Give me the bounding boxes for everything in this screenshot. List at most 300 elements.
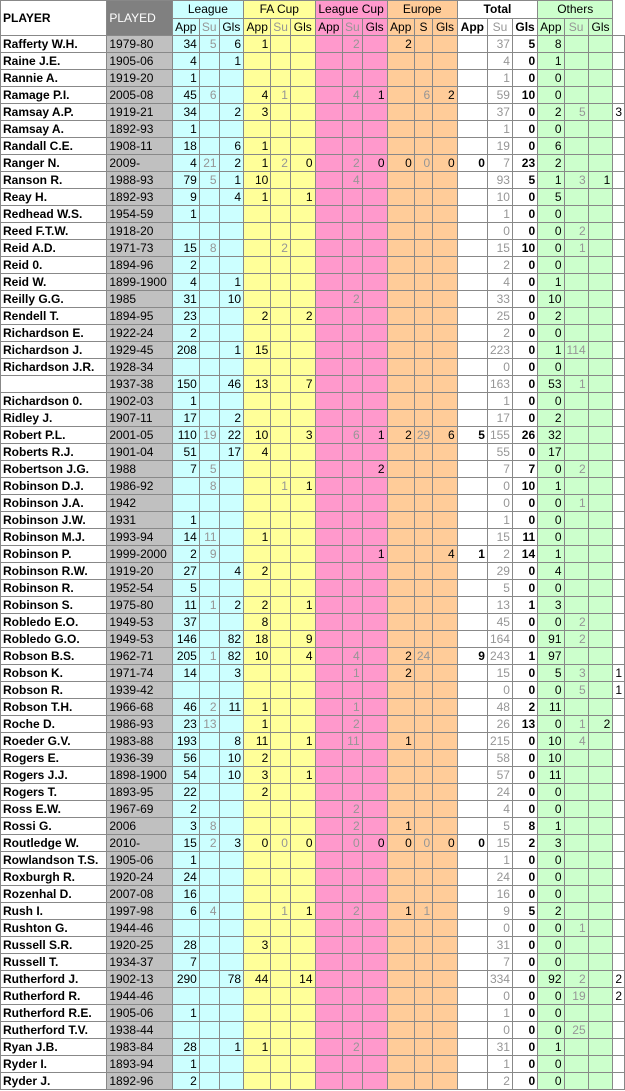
fa-su: 1 (271, 87, 291, 104)
fa-app: 1 (244, 1039, 271, 1056)
fa-gls (290, 121, 315, 138)
others-app: 10 (538, 733, 564, 750)
lc-app (315, 223, 342, 240)
total-gls: 0 (512, 1073, 537, 1090)
league-app: 1 (172, 206, 199, 223)
table-row (1, 597, 625, 614)
eu-s (414, 954, 432, 971)
league-gls (219, 1022, 244, 1039)
total-app (457, 393, 487, 410)
fa-su (271, 988, 291, 1005)
fa-gls (290, 529, 315, 546)
undefined (613, 70, 625, 87)
table-row (1, 529, 625, 546)
lc-gls (362, 580, 387, 597)
eu-s: 0 (414, 155, 432, 172)
others-su (564, 529, 588, 546)
fa-su (271, 529, 291, 546)
eu-s (414, 597, 432, 614)
lc-gls (362, 597, 387, 614)
league-gls (219, 852, 244, 869)
total-gls: 0 (512, 767, 537, 784)
league-app: 2 (172, 325, 199, 342)
fa-gls (290, 53, 315, 70)
eu-app (387, 869, 414, 886)
fa-su (271, 274, 291, 291)
eu-app (387, 699, 414, 716)
eu-gls (433, 121, 458, 138)
lc-app (315, 189, 342, 206)
eu-app (387, 886, 414, 903)
total-app (457, 971, 487, 988)
league-app (172, 988, 199, 1005)
others-su (564, 393, 588, 410)
others-gls (588, 1056, 613, 1073)
others-app: 0 (538, 852, 564, 869)
total-app (457, 580, 487, 597)
lc-app (315, 461, 342, 478)
undefined (613, 410, 625, 427)
fa-app (244, 1022, 271, 1039)
eu-gls (433, 444, 458, 461)
league-su (199, 869, 219, 886)
played-years: 1892-96 (107, 1073, 172, 1090)
eu-app (387, 53, 414, 70)
undefined (613, 36, 625, 53)
league-app: 79 (172, 172, 199, 189)
undefined (613, 512, 625, 529)
total-su: 15 (487, 665, 512, 682)
others-su (564, 206, 588, 223)
fa-gls (290, 784, 315, 801)
lc-gls (362, 563, 387, 580)
league-su (199, 206, 219, 223)
total-gls: 0 (512, 274, 537, 291)
eu-app (387, 546, 414, 563)
lc-app (315, 699, 342, 716)
league-gls (219, 223, 244, 240)
total-su: 0 (487, 682, 512, 699)
lc-su (342, 189, 362, 206)
total-su: 7 (487, 461, 512, 478)
eu-app (387, 767, 414, 784)
player-name: Ramsay A.P. (1, 104, 107, 121)
player-name: Ridley J. (1, 410, 107, 427)
total-su: 1 (487, 1056, 512, 1073)
others-app: 17 (538, 444, 564, 461)
others-su (564, 1056, 588, 1073)
played-years: 1942 (107, 495, 172, 512)
total-su: 2 (487, 546, 512, 563)
table-row (1, 886, 625, 903)
lc-gls (362, 240, 387, 257)
league-su (199, 444, 219, 461)
lc-su (342, 580, 362, 597)
undefined (613, 716, 625, 733)
lc-app (315, 393, 342, 410)
total-su: 15 (487, 240, 512, 257)
lc-su: 2 (342, 818, 362, 835)
total-gls: 2 (512, 835, 537, 852)
eu-gls (433, 342, 458, 359)
total-gls: 0 (512, 206, 537, 223)
others-su (564, 410, 588, 427)
eu-gls (433, 1073, 458, 1090)
league-su (199, 393, 219, 410)
total-app: 9 (457, 648, 487, 665)
fa-su (271, 733, 291, 750)
lc-app (315, 563, 342, 580)
played-years: 1894-95 (107, 308, 172, 325)
others-gls (588, 801, 613, 818)
total-app (457, 257, 487, 274)
table-row (1, 1039, 625, 1056)
league-gls: 2 (219, 410, 244, 427)
others-gls (588, 563, 613, 580)
fa-su: 0 (271, 835, 291, 852)
played-years: 2005-08 (107, 87, 172, 104)
league-su (199, 512, 219, 529)
fa-gls (290, 563, 315, 580)
total-app (457, 563, 487, 580)
undefined (613, 325, 625, 342)
lc-gls (362, 223, 387, 240)
total-app (457, 937, 487, 954)
others-app: 0 (538, 461, 564, 478)
eu-s (414, 206, 432, 223)
total-app (457, 291, 487, 308)
others-su: 3 (564, 665, 588, 682)
eu-s (414, 461, 432, 478)
others-su: 4 (564, 733, 588, 750)
lc-app (315, 172, 342, 189)
total-app (457, 1039, 487, 1056)
played-years: 1986-92 (107, 478, 172, 495)
others-su (564, 444, 588, 461)
fa-su (271, 461, 291, 478)
others-gls (588, 546, 613, 563)
eu-app (387, 614, 414, 631)
lc-su: 2 (342, 291, 362, 308)
undefined (613, 1005, 625, 1022)
table-row (1, 648, 625, 665)
fa-gls (290, 699, 315, 716)
fa-gls (290, 1073, 315, 1090)
undefined: 1 (613, 665, 625, 682)
eu-app (387, 308, 414, 325)
league-su (199, 665, 219, 682)
eu-app (387, 597, 414, 614)
lc-gls (362, 478, 387, 495)
league-su (199, 308, 219, 325)
eu-app (387, 529, 414, 546)
lc-gls (362, 733, 387, 750)
total-su: 45 (487, 614, 512, 631)
lc-su (342, 257, 362, 274)
others-app: 1 (538, 53, 564, 70)
lc-su: 2 (342, 155, 362, 172)
total-gls: 0 (512, 1022, 537, 1039)
table-row (1, 53, 625, 70)
total-su: 1 (487, 121, 512, 138)
others-su (564, 818, 588, 835)
lc-gls: 0 (362, 155, 387, 172)
others-app: 11 (538, 699, 564, 716)
total-su: 215 (487, 733, 512, 750)
lc-gls (362, 529, 387, 546)
lc-app (315, 257, 342, 274)
others-gls (588, 257, 613, 274)
eu-gls (433, 1039, 458, 1056)
fa-app (244, 1005, 271, 1022)
lc-app (315, 36, 342, 53)
lc-app (315, 580, 342, 597)
others-app: 1 (538, 818, 564, 835)
undefined (613, 427, 625, 444)
table-row (1, 801, 625, 818)
subheader-eu-gls: Gls (433, 18, 458, 36)
table-row (1, 869, 625, 886)
eu-gls: 6 (433, 427, 458, 444)
lc-app (315, 801, 342, 818)
total-gls: 5 (512, 36, 537, 53)
played-years: 1929-45 (107, 342, 172, 359)
lc-su: 4 (342, 648, 362, 665)
undefined (613, 342, 625, 359)
others-su (564, 291, 588, 308)
eu-gls (433, 954, 458, 971)
others-gls (588, 614, 613, 631)
lc-su: 1 (342, 699, 362, 716)
undefined (613, 172, 625, 189)
table-row (1, 1056, 625, 1073)
table-row (1, 1005, 625, 1022)
lc-app (315, 716, 342, 733)
player-name: Routledge W. (1, 835, 107, 852)
eu-s (414, 920, 432, 937)
others-app: 6 (538, 138, 564, 155)
fa-gls (290, 223, 315, 240)
eu-app: 0 (387, 155, 414, 172)
lc-su (342, 920, 362, 937)
table-row (1, 240, 625, 257)
total-su: 4 (487, 801, 512, 818)
table-row (1, 699, 625, 716)
eu-s (414, 529, 432, 546)
fa-app: 3 (244, 767, 271, 784)
played-years: 1920-24 (107, 869, 172, 886)
total-app (457, 121, 487, 138)
lc-gls (362, 801, 387, 818)
fa-su (271, 138, 291, 155)
table-row (1, 172, 625, 189)
eu-app (387, 257, 414, 274)
league-su: 8 (199, 478, 219, 495)
lc-gls (362, 818, 387, 835)
undefined: 3 (613, 104, 625, 121)
eu-gls (433, 189, 458, 206)
total-app (457, 87, 487, 104)
played-years: 1967-69 (107, 801, 172, 818)
eu-app (387, 954, 414, 971)
total-app (457, 206, 487, 223)
eu-gls: 2 (433, 87, 458, 104)
table-row (1, 903, 625, 920)
player-name: Reilly G.G. (1, 291, 107, 308)
table-row (1, 308, 625, 325)
eu-gls (433, 223, 458, 240)
lc-app (315, 325, 342, 342)
undefined (613, 478, 625, 495)
eu-gls (433, 53, 458, 70)
fa-app (244, 886, 271, 903)
others-su (564, 155, 588, 172)
fa-app (244, 478, 271, 495)
league-su (199, 801, 219, 818)
lc-app (315, 104, 342, 121)
player-name: Rush I. (1, 903, 107, 920)
total-gls: 23 (512, 155, 537, 172)
fa-su (271, 580, 291, 597)
fa-gls (290, 1056, 315, 1073)
undefined (613, 121, 625, 138)
lc-app (315, 478, 342, 495)
others-su (564, 189, 588, 206)
played-years: 1902-13 (107, 971, 172, 988)
others-gls (588, 53, 613, 70)
undefined (613, 733, 625, 750)
total-app (457, 359, 487, 376)
others-app: 53 (538, 376, 564, 393)
lc-app (315, 155, 342, 172)
others-su (564, 138, 588, 155)
subheader-total-gls: Gls (512, 18, 537, 36)
table-row (1, 155, 625, 172)
total-app (457, 529, 487, 546)
lc-gls (362, 716, 387, 733)
lc-su (342, 478, 362, 495)
league-app: 46 (172, 699, 199, 716)
total-app (457, 138, 487, 155)
others-app: 0 (538, 954, 564, 971)
others-su: 25 (564, 1022, 588, 1039)
others-su: 2 (564, 631, 588, 648)
lc-su (342, 852, 362, 869)
lc-su (342, 53, 362, 70)
others-app: 0 (538, 682, 564, 699)
eu-app (387, 716, 414, 733)
lc-gls (362, 359, 387, 376)
played-years: 1949-53 (107, 631, 172, 648)
eu-gls (433, 529, 458, 546)
league-gls (219, 818, 244, 835)
lc-app (315, 1056, 342, 1073)
played-years: 1944-46 (107, 920, 172, 937)
others-gls (588, 223, 613, 240)
eu-s (414, 172, 432, 189)
player-name: Rafferty W.H. (1, 36, 107, 53)
lc-gls (362, 512, 387, 529)
table-row (1, 614, 625, 631)
lc-app (315, 665, 342, 682)
league-gls (219, 359, 244, 376)
eu-s (414, 886, 432, 903)
table-row (1, 393, 625, 410)
league-gls: 1 (219, 53, 244, 70)
league-su: 5 (199, 36, 219, 53)
league-gls (219, 1073, 244, 1090)
total-app (457, 716, 487, 733)
lc-su (342, 393, 362, 410)
player-name: Rutherford R.E. (1, 1005, 107, 1022)
eu-app (387, 104, 414, 121)
subheader-lc-app: App (315, 18, 342, 36)
league-su: 4 (199, 903, 219, 920)
lc-su (342, 937, 362, 954)
others-gls (588, 750, 613, 767)
total-gls: 1 (512, 648, 537, 665)
player-name: Ross E.W. (1, 801, 107, 818)
others-app: 3 (538, 597, 564, 614)
played-years: 1986-93 (107, 716, 172, 733)
lc-app (315, 512, 342, 529)
played-years: 1901-04 (107, 444, 172, 461)
lc-gls (362, 784, 387, 801)
others-app: 0 (538, 359, 564, 376)
league-su: 5 (199, 461, 219, 478)
undefined (613, 495, 625, 512)
others-gls (588, 835, 613, 852)
fa-app: 8 (244, 614, 271, 631)
others-su: 2 (564, 461, 588, 478)
fa-gls (290, 393, 315, 410)
fa-su (271, 359, 291, 376)
total-app (457, 631, 487, 648)
total-gls: 0 (512, 444, 537, 461)
lc-su (342, 104, 362, 121)
lc-gls: 2 (362, 461, 387, 478)
lc-su: 2 (342, 36, 362, 53)
league-app: 16 (172, 886, 199, 903)
lc-app (315, 767, 342, 784)
others-su (564, 937, 588, 954)
total-gls: 0 (512, 682, 537, 699)
lc-app (315, 597, 342, 614)
league-app: 2 (172, 801, 199, 818)
eu-app (387, 1056, 414, 1073)
others-gls (588, 274, 613, 291)
played-years: 1938-44 (107, 1022, 172, 1039)
eu-app (387, 410, 414, 427)
player-name: Ramage P.I. (1, 87, 107, 104)
league-gls: 82 (219, 648, 244, 665)
league-gls (219, 784, 244, 801)
others-gls (588, 665, 613, 682)
undefined: 2 (613, 971, 625, 988)
fa-app: 10 (244, 172, 271, 189)
undefined (613, 138, 625, 155)
subheader-fa-gls: Gls (290, 18, 315, 36)
played-years: 1949-53 (107, 614, 172, 631)
eu-s (414, 138, 432, 155)
league-app: 1 (172, 121, 199, 138)
others-gls (588, 87, 613, 104)
lc-su (342, 240, 362, 257)
league-gls: 10 (219, 767, 244, 784)
table-row (1, 36, 625, 53)
league-su (199, 937, 219, 954)
lc-su (342, 121, 362, 138)
